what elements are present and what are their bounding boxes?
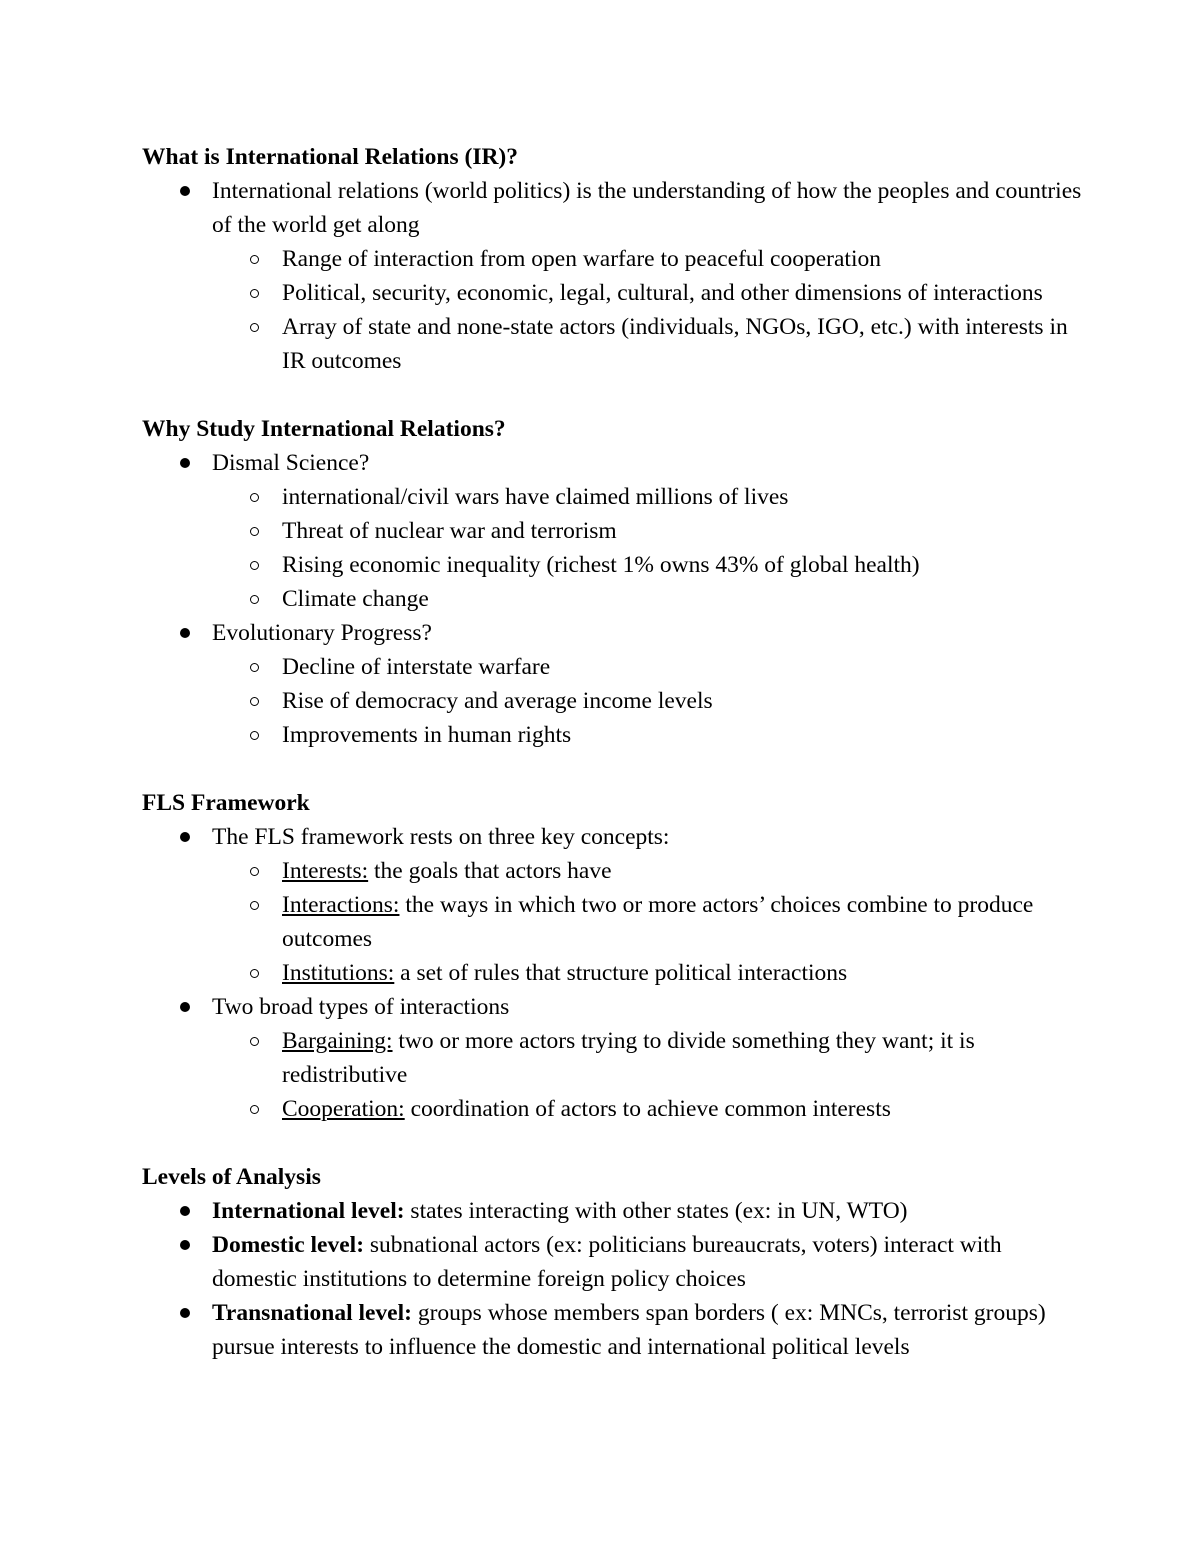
- list-item-text: The FLS framework rests on three key concepts:: [212, 824, 670, 850]
- filled-bullet-icon: [180, 832, 190, 842]
- hollow-bullet-icon: [250, 867, 259, 876]
- bullet-list: [142, 174, 1082, 378]
- hollow-bullet-icon: [250, 595, 259, 604]
- hollow-bullet-icon: [250, 1037, 259, 1046]
- sub-list-item: [212, 548, 1082, 582]
- section-what-is-ir: [142, 140, 1082, 378]
- hollow-bullet-icon: [250, 561, 259, 570]
- hollow-bullet-icon: [250, 901, 259, 910]
- filled-bullet-icon: [180, 1240, 190, 1250]
- section-fls-framework: [142, 786, 1082, 1126]
- sub-bullet-list: [212, 854, 1082, 990]
- sub-list-item-text: Rising economic inequality (richest 1% owns 43% of global health): [282, 552, 920, 578]
- sub-list-item: [212, 684, 1082, 718]
- sub-bullet-list: [212, 242, 1082, 378]
- list-item: [142, 1228, 1082, 1296]
- sub-list-item: [212, 1024, 1082, 1092]
- hollow-bullet-icon: [250, 731, 259, 740]
- sub-list-item: [212, 650, 1082, 684]
- list-item: [142, 446, 1082, 616]
- sub-list-item-text: Decline of interstate warfare: [282, 654, 551, 680]
- sub-list-item: [212, 718, 1082, 752]
- sub-list-item: [212, 956, 1082, 990]
- term-definition: states interacting with other states (ex: in UN, WTO): [404, 1198, 908, 1224]
- section-heading: Why Study International Relations?: [142, 416, 506, 442]
- sub-list-item-text: Rise of democracy and average income levels: [282, 688, 713, 714]
- term-label: Interactions:: [282, 892, 400, 918]
- filled-bullet-icon: [180, 186, 190, 196]
- list-item: [142, 990, 1082, 1126]
- section-heading: What is International Relations (IR)?: [142, 144, 519, 170]
- hollow-bullet-icon: [250, 527, 259, 536]
- sub-list-item: [212, 276, 1082, 310]
- hollow-bullet-icon: [250, 323, 259, 332]
- term-definition: the goals that actors have: [368, 858, 612, 884]
- filled-bullet-icon: [180, 458, 190, 468]
- term-label: Interests:: [282, 858, 369, 884]
- sub-list-item: [212, 1092, 1082, 1126]
- bullet-list: [142, 446, 1082, 752]
- list-item-text: Two broad types of interactions: [212, 994, 510, 1020]
- list-item: [142, 1296, 1082, 1364]
- hollow-bullet-icon: [250, 663, 259, 672]
- list-item: [142, 1194, 1082, 1228]
- sub-list-item: [212, 310, 1082, 378]
- hollow-bullet-icon: [250, 1105, 259, 1114]
- term-label: Institutions:: [282, 960, 395, 986]
- sub-list-item: [212, 514, 1082, 548]
- sub-list-item-text: Array of state and none-state actors (individuals, NGOs, IGO, etc.) with interests in IR outcomes: [282, 314, 1068, 374]
- hollow-bullet-icon: [250, 697, 259, 706]
- sub-list-item-text: Improvements in human rights: [282, 722, 572, 748]
- term-definition: coordination of actors to achieve common interests: [404, 1096, 891, 1122]
- sub-list-item: [212, 888, 1082, 956]
- sub-list-item-text: Threat of nuclear war and terrorism: [282, 518, 617, 544]
- term-label: Domestic level:: [212, 1232, 365, 1258]
- filled-bullet-icon: [180, 628, 190, 638]
- section-why-study-ir: [142, 412, 1082, 752]
- sub-bullet-list: [212, 480, 1082, 616]
- term-definition: two or more actors trying to divide something they want; it is redistributive: [282, 1028, 975, 1088]
- term-definition: subnational actors (ex: politicians bureaucrats, voters) interact with domestic institutions to determine foreign policy choices: [212, 1232, 1002, 1292]
- filled-bullet-icon: [180, 1308, 190, 1318]
- hollow-bullet-icon: [250, 493, 259, 502]
- sub-list-item-text: Range of interaction from open warfare to peaceful cooperation: [282, 246, 881, 272]
- sub-list-item: [212, 242, 1082, 276]
- list-item: [142, 820, 1082, 990]
- sub-list-item: [212, 480, 1082, 514]
- sub-bullet-list: [212, 650, 1082, 752]
- term-definition: a set of rules that structure political interactions: [394, 960, 848, 986]
- list-item: [142, 616, 1082, 752]
- hollow-bullet-icon: [250, 289, 259, 298]
- term-definition: groups whose members span borders ( ex: MNCs, terrorist groups) pursue interests to influence the domestic and international political levels: [212, 1300, 1046, 1360]
- hollow-bullet-icon: [250, 969, 259, 978]
- sub-list-item-text: Political, security, economic, legal, cultural, and other dimensions of interactions: [282, 280, 1043, 306]
- sub-list-item-text: Climate change: [282, 586, 429, 612]
- bullet-list: [142, 820, 1082, 1126]
- section-heading: Levels of Analysis: [142, 1164, 321, 1190]
- hollow-bullet-icon: [250, 255, 259, 264]
- term-label: International level:: [212, 1198, 405, 1224]
- sub-list-item: [212, 582, 1082, 616]
- sub-list-item-text: international/civil wars have claimed millions of lives: [282, 484, 789, 510]
- list-item-text: Evolutionary Progress?: [212, 620, 432, 646]
- filled-bullet-icon: [180, 1002, 190, 1012]
- section-heading: FLS Framework: [142, 790, 310, 816]
- section-levels-of-analysis: [142, 1160, 1082, 1364]
- term-label: Bargaining:: [282, 1028, 393, 1054]
- term-definition: the ways in which two or more actors’ choices combine to produce outcomes: [282, 892, 1034, 952]
- list-item: [142, 174, 1082, 378]
- term-label: Transnational level:: [212, 1300, 412, 1326]
- bullet-list: [142, 1194, 1082, 1364]
- sub-list-item: [212, 854, 1082, 888]
- term-label: Cooperation:: [282, 1096, 405, 1122]
- filled-bullet-icon: [180, 1206, 190, 1216]
- document-page: [142, 140, 1082, 1398]
- sub-bullet-list: [212, 1024, 1082, 1126]
- list-item-text: Dismal Science?: [212, 450, 370, 476]
- list-item-text: International relations (world politics) is the understanding of how the peoples and countries of the world get along: [212, 178, 1082, 238]
